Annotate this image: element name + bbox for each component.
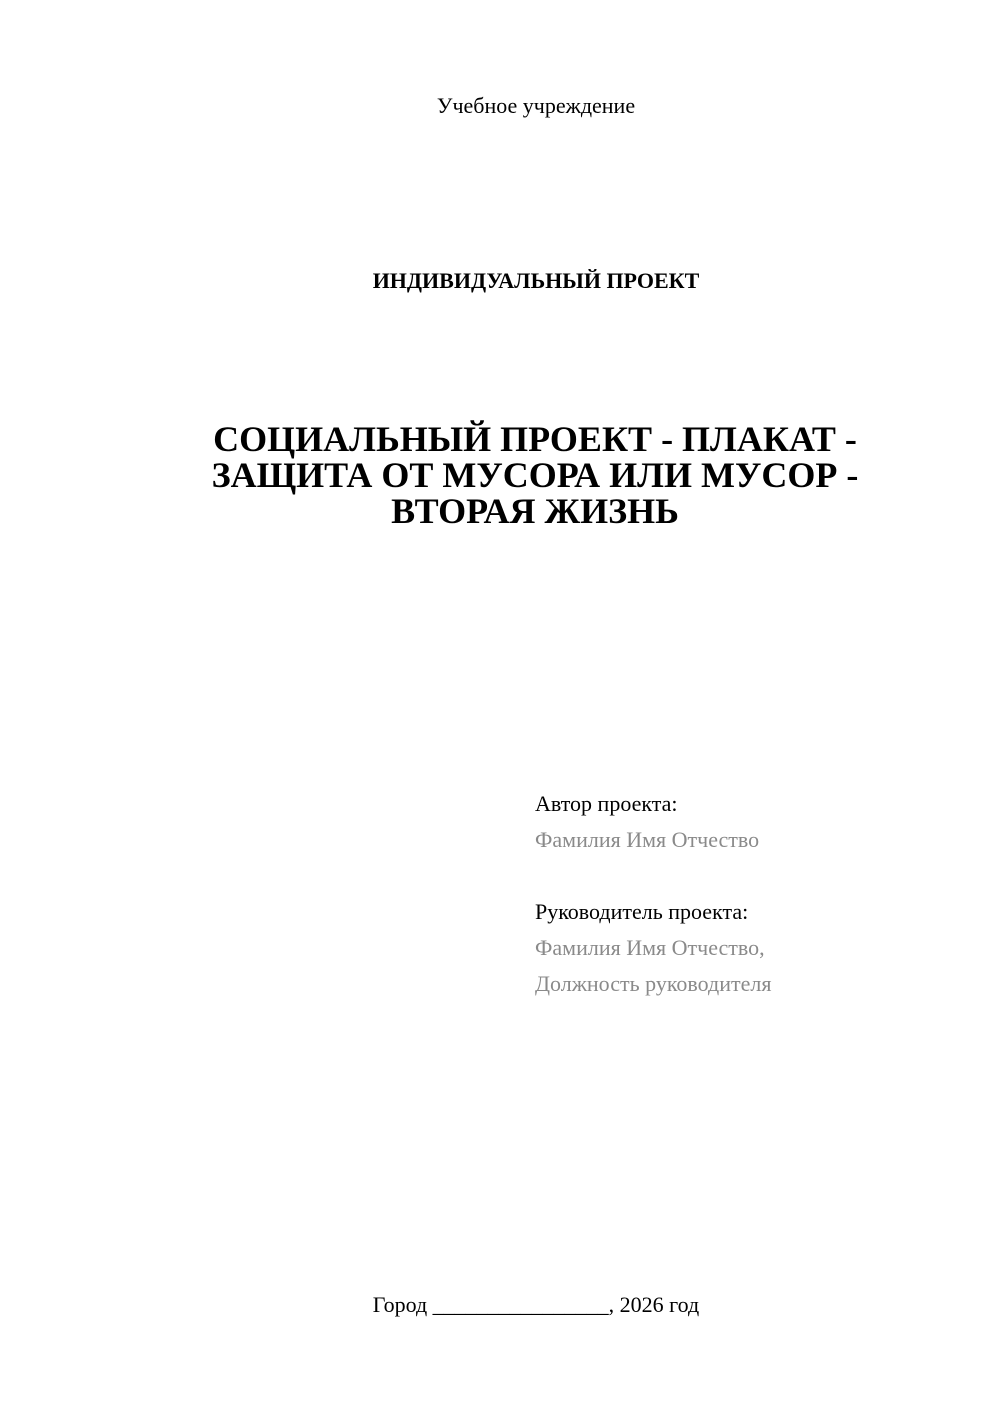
supervisor-block (535, 894, 975, 1002)
project-title-line-1: СОЦИАЛЬНЫЙ ПРОЕКТ - ПЛАКАТ - (213, 419, 857, 459)
institution-name: Учебное учреждение (436, 93, 636, 118)
supervisor-name-placeholder: Фамилия Имя Отчество, (535, 935, 765, 960)
supervisor-position-placeholder: Должность руководителя (535, 971, 772, 996)
author-name-placeholder: Фамилия Имя Отчество (535, 827, 760, 852)
project-title-line-3: ВТОРАЯ ЖИЗНЬ (391, 491, 679, 531)
author-label: Автор проекта: (535, 791, 678, 816)
city-year-line: Город ________________, 2026 год (372, 1292, 700, 1317)
project-title-line-2: ЗАЩИТА ОТ МУСОРА ИЛИ МУСОР - (211, 455, 859, 495)
project-title (170, 421, 900, 529)
supervisor-label: Руководитель проекта: (535, 899, 749, 924)
author-block (535, 786, 975, 858)
project-type-heading: ИНДИВИДУАЛЬНЫЙ ПРОЕКТ (372, 268, 700, 293)
